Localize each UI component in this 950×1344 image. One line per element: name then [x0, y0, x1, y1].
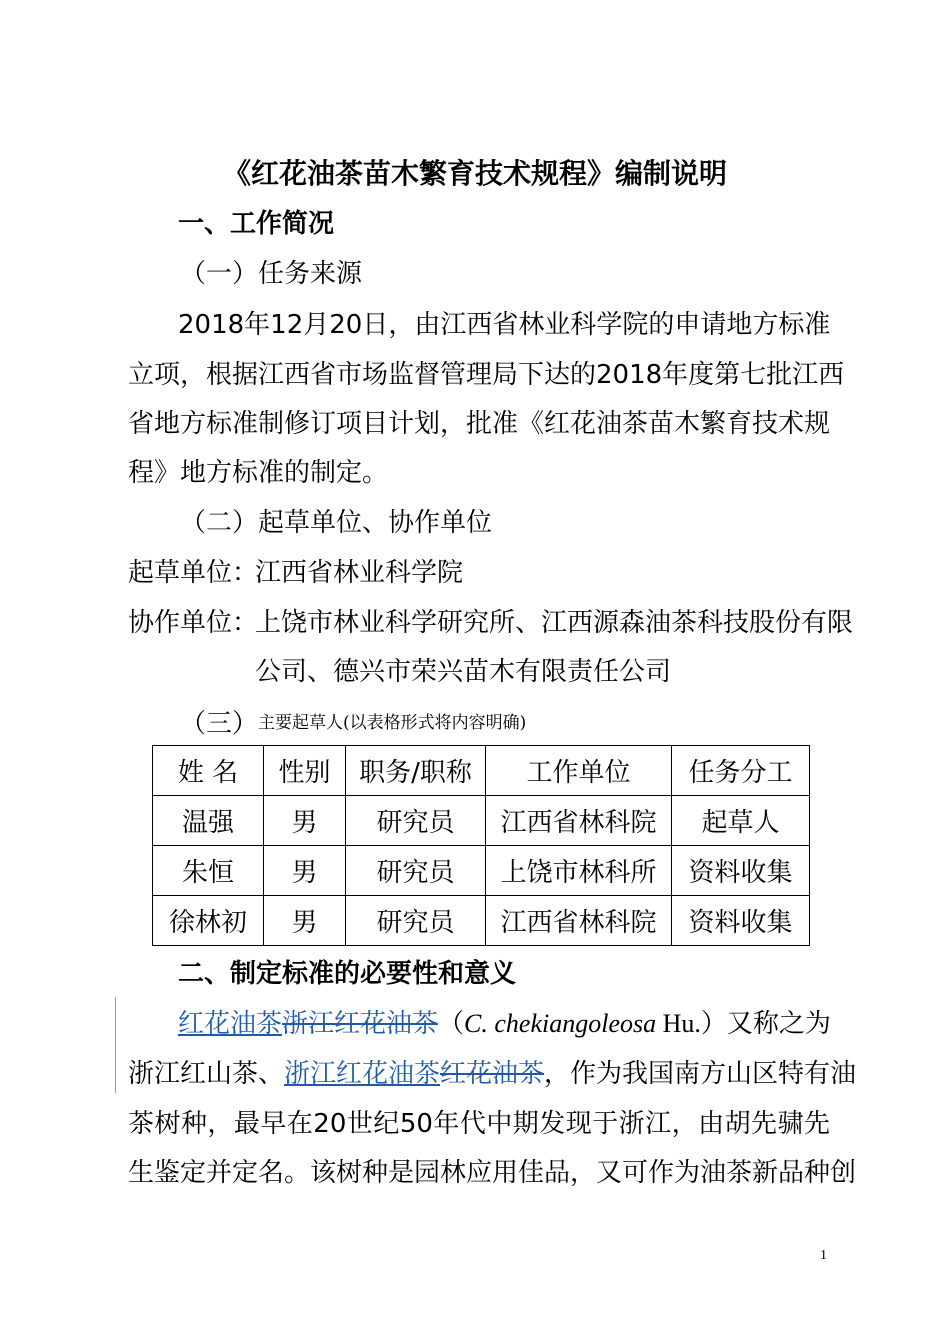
subsection-1-heading: （一）任务来源: [180, 259, 363, 289]
drafting-unit-value: 江西省林业科学院: [255, 558, 464, 588]
table-cell-unit: 上饶市林科所: [486, 846, 672, 896]
paragraph-2-line-3: 茶树种，最早在20世纪50年代中期发现于浙江，由胡先骕先: [128, 1109, 830, 1139]
subsection-3-prefix: （三）: [180, 709, 259, 739]
paragraph-1-line-1: 2018年12月20日，由江西省林业科学院的申请地方标准: [178, 310, 831, 340]
table-cell-gender: 男: [264, 796, 346, 846]
author-abbrev: Hu.: [656, 1009, 701, 1038]
paragraph-2-line-2: [128, 1057, 856, 1091]
table-cell-title: 研究员: [346, 896, 486, 946]
table-row: [153, 846, 810, 896]
table-header-cell: 性别: [264, 746, 346, 796]
revision-deleted-text: 浙江红花油茶: [282, 1009, 439, 1039]
drafting-unit-label: 起草单位：: [128, 558, 259, 588]
page-number: 1: [820, 1248, 827, 1263]
section-2-heading: 二、制定标准的必要性和意义: [178, 959, 517, 989]
revision-insert-link[interactable]: 红花油茶: [178, 1009, 283, 1039]
paragraph-2-line-2-start: 浙江红山茶、: [128, 1059, 285, 1089]
paragraph-1-line-4: 程》地方标准的制定。: [128, 458, 389, 488]
table-cell-task: 起草人: [672, 796, 810, 846]
table-cell-gender: 男: [264, 846, 346, 896]
table-cell-unit: 江西省林科院: [486, 896, 672, 946]
scientific-name: C. chekiangoleosa: [464, 1009, 657, 1038]
table-header-cell: 姓 名: [153, 746, 264, 796]
cooperating-unit-value-line-2: 公司、德兴市荣兴苗木有限责任公司: [255, 657, 672, 687]
revision-insert-link[interactable]: 浙江红花油茶: [284, 1059, 441, 1089]
table-row: [153, 796, 810, 846]
subsection-2-heading: （二）起草单位、协作单位: [180, 508, 493, 538]
table-cell-gender: 男: [264, 896, 346, 946]
revision-deleted-text: 红花油茶: [440, 1059, 545, 1089]
table-cell-name: 徐林初: [153, 896, 264, 946]
section-1-heading: 一、工作简况: [178, 209, 335, 239]
paragraph-1-line-2: 立项，根据江西省市场监督管理局下达的2018年度第七批江西: [128, 360, 845, 390]
revision-change-bar: [115, 997, 116, 1093]
table-cell-name: 温强: [153, 796, 264, 846]
paren-open: （: [438, 1009, 465, 1039]
table-cell-task: 资料收集: [672, 896, 810, 946]
paragraph-2-line-4: 生鉴定并定名。该树种是园林应用佳品，又可作为油茶新品种创: [128, 1158, 857, 1188]
table-header-cell: 任务分工: [672, 746, 810, 796]
paragraph-2-line-1: [178, 1007, 831, 1041]
cooperating-unit-value-line-1: 上饶市林业科学研究所、江西源森油茶科技股份有限: [255, 608, 854, 638]
table-header-cell: 工作单位: [486, 746, 672, 796]
subsection-3-note: 主要起草人(以表格形式将内容明确): [258, 713, 527, 733]
paragraph-2-line-2-rest: ，作为我国南方山区特有油: [544, 1059, 857, 1089]
table-header-cell: 职务/职称: [346, 746, 486, 796]
table-cell-name: 朱恒: [153, 846, 264, 896]
document-title: 《红花油茶苗木繁育技术规程》编制说明: [222, 157, 727, 190]
table-cell-unit: 江西省林科院: [486, 796, 672, 846]
table-header-row: [153, 746, 810, 796]
table-cell-title: 研究员: [346, 796, 486, 846]
subsection-3-heading: [180, 706, 526, 741]
drafters-table: [152, 745, 810, 946]
table-row: [153, 896, 810, 946]
table-cell-task: 资料收集: [672, 846, 810, 896]
table-cell-title: 研究员: [346, 846, 486, 896]
paragraph-2-line-1-rest: ）又称之为: [700, 1009, 831, 1039]
cooperating-unit-label: 协作单位：: [128, 608, 259, 638]
paragraph-1-line-3: 省地方标准制修订项目计划，批准《红花油茶苗木繁育技术规: [128, 409, 831, 439]
